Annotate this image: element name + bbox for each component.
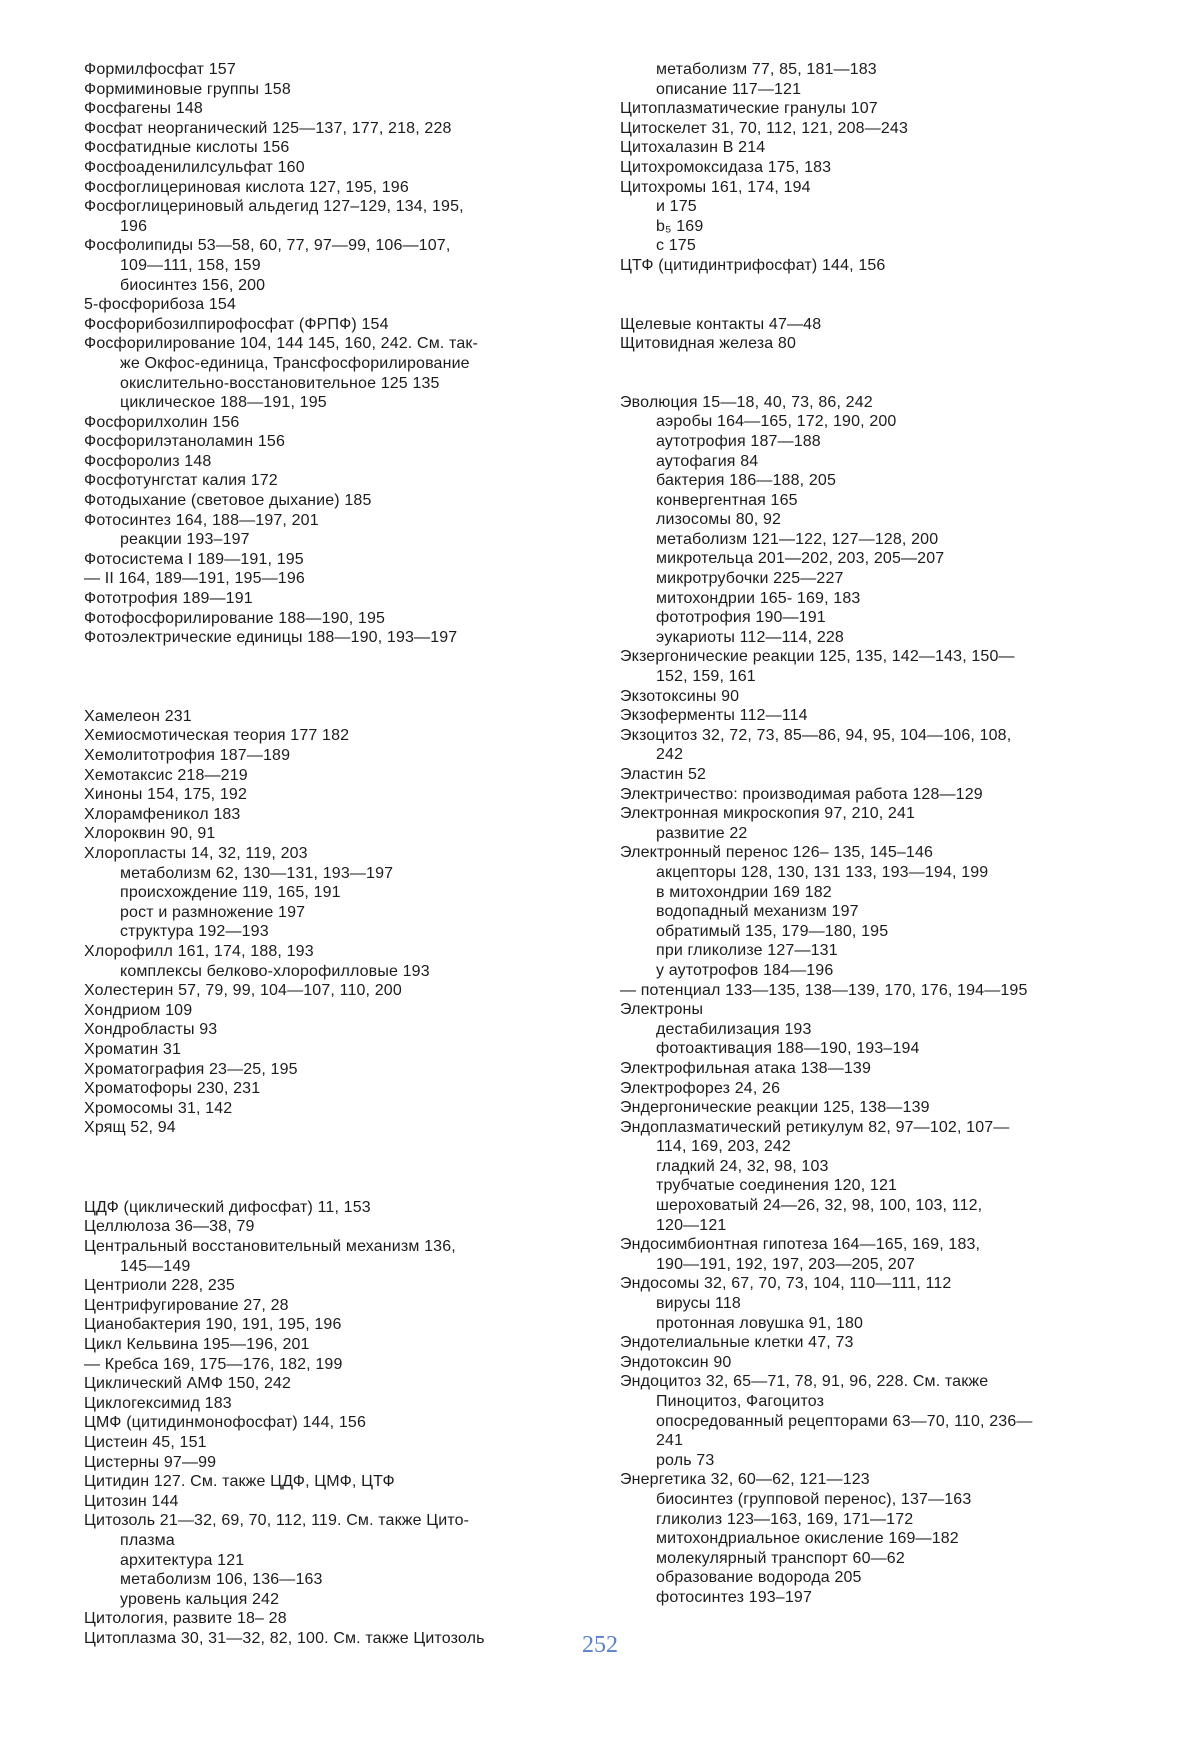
index-entry: Хроматин 31 [84, 1040, 182, 1058]
section-gap [620, 276, 1135, 315]
index-entry: Хондриом 109 [84, 1001, 193, 1019]
section-gap [84, 1138, 604, 1198]
index-entry: — Кребса 169, 175—176, 182, 199 [84, 1355, 343, 1373]
index-entry: Эндосимбионтная гипотеза 164—165, 169, 183, [620, 1236, 981, 1254]
index-entry: Хлороквин 90, 91 [84, 825, 216, 843]
index-entry: Формилфосфат 157 [84, 61, 236, 78]
index-subentry: же Окфос-единица, Трансфосфорилирование [120, 354, 470, 372]
index-entry: Цитология, развите 18– 28 [84, 1610, 287, 1628]
index-entry: Экзотоксины 90 [620, 687, 740, 705]
index-subentry: лизосомы 80, 92 [656, 511, 782, 529]
index-entry: Хромосомы 31, 142 [84, 1099, 233, 1117]
index-entry: Хлорофилл 161, 174, 188, 193 [84, 942, 314, 960]
index-subentry: бактерия 186—188, 205 [656, 472, 836, 490]
index-entry: Цитохромы 161, 174, 194 [620, 178, 811, 196]
index-subentry: биосинтез 156, 200 [120, 276, 266, 294]
index-subentry: архитектура 121 [120, 1551, 245, 1569]
index-subentry: опосредованный рецепторами 63—70, 110, 236— [656, 1412, 1033, 1430]
index-subentry: конвергентная 165 [656, 491, 798, 509]
index-entry: Фосфорибозилпирофосфат (ФРПФ) 154 [84, 315, 389, 333]
index-entry: Цианобактерия 190, 191, 195, 196 [84, 1316, 342, 1334]
index-entry: Центрифугирование 27, 28 [84, 1296, 289, 1314]
index-subentry: b₅ 169 [656, 217, 704, 235]
index-entry: — потенциал 133—135, 138—139, 170, 176, 194—195 [620, 981, 1028, 999]
index-subentry: 145—149 [120, 1257, 191, 1275]
index-entry: Формиминовые группы 158 [84, 80, 291, 98]
index-subentry: фотоактивация 188—190, 193–194 [656, 1040, 920, 1058]
index-entry: Цистерны 97—99 [84, 1453, 217, 1471]
index-subentry: митохондрии 165- 169, 183 [656, 589, 861, 607]
index-subentry: метаболизм 62, 130—131, 193—197 [120, 864, 394, 882]
index-subentry: циклическое 188—191, 195 [120, 394, 327, 412]
index-entry: Экзоферменты 112—114 [620, 707, 808, 725]
index-entry: Цикл Кельвина 195—196, 201 [84, 1336, 310, 1354]
index-column-left [84, 60, 604, 1649]
index-subentry: микротельца 201—202, 203, 205—207 [656, 550, 945, 568]
section-gap [620, 354, 1135, 393]
index-entry: Фотофосфорилирование 188—190, 195 [84, 609, 386, 627]
index-entry: Энергетика 32, 60—62, 121—123 [620, 1471, 870, 1489]
index-entry: Хроматофоры 230, 231 [84, 1080, 261, 1098]
index-entry: Холестерин 57, 79, 99, 104—107, 110, 200 [84, 982, 402, 1000]
index-entry: Хрящ 52, 94 [84, 1119, 176, 1137]
index-subentry: 241 [656, 1432, 684, 1450]
index-entry: Фосфоаденилилсульфат 160 [84, 158, 305, 176]
index-entry: Цитоскелет 31, 70, 112, 121, 208—243 [620, 119, 908, 137]
index-subentry: аутотрофия 187—188 [656, 432, 821, 450]
index-entry: Экзергонические реакции 125, 135, 142—143, 150— [620, 648, 1015, 666]
index-subentry: гликолиз 123—163, 169, 171—172 [656, 1510, 914, 1528]
index-subentry: при гликолизе 127—131 [656, 942, 838, 960]
index-entry: Цитозоль 21—32, 69, 70, 112, 119. См. также Цито- [84, 1512, 470, 1530]
index-subentry: Пиноцитоз, Фагоцитоз [656, 1393, 825, 1410]
index-subentry: эукариоты 112—114, 228 [656, 628, 844, 646]
section-gap [84, 648, 604, 707]
index-subentry: комплексы белково-хлорофилловые 193 [120, 962, 430, 980]
index-entry: Фототрофия 189—191 [84, 590, 253, 608]
index-entry: Хемотаксис 218—219 [84, 766, 248, 784]
index-entry: Фосфолипиды 53—58, 60, 77, 97—99, 106—107, [84, 237, 451, 255]
index-entry: Фосфотунгстат калия 172 [84, 472, 278, 490]
index-entry: Эндотоксин 90 [620, 1353, 732, 1371]
index-entry: Эндоплазматический ретикулум 82, 97—102, 107— [620, 1118, 1010, 1136]
index-entry: ЦМФ (цитидинмонофосфат) 144, 156 [84, 1414, 366, 1432]
index-entry: Фосфорилэтаноламин 156 [84, 433, 285, 451]
index-entry: Фотодыхание (световое дыхание) 185 [84, 492, 372, 510]
index-subentry: и 175 [656, 198, 697, 216]
index-entry: Фосфоролиз 148 [84, 452, 212, 470]
index-subentry: в митохондрии 169 182 [656, 883, 832, 901]
index-entry: Экзоцитоз 32, 72, 73, 85—86, 94, 95, 104—106, 108, [620, 726, 1012, 744]
index-entry: Хроматография 23—25, 195 [84, 1060, 298, 1078]
index-subentry: роль 73 [656, 1451, 715, 1469]
index-entry: Цитидин 127. См. также ЦДФ, ЦМФ, ЦТФ [84, 1473, 395, 1491]
index-subentry: фотосинтез 193–197 [656, 1588, 812, 1606]
index-subentry: шероховатый 24—26, 32, 98, 100, 103, 112, [656, 1197, 983, 1215]
index-subentry: образование водорода 205 [656, 1569, 862, 1587]
index-subentry: метаболизм 77, 85, 181—183 [656, 61, 877, 78]
index-subentry: акцепторы 128, 130, 131 133, 193—194, 199 [656, 863, 989, 881]
index-subentry: рост и размножение 197 [120, 903, 306, 921]
index-entry: Эндосомы 32, 67, 70, 73, 104, 110—111, 112 [620, 1275, 952, 1293]
index-subentry: митохондриальное окисление 169—182 [656, 1530, 959, 1548]
index-entry: Щитовидная железа 80 [620, 335, 797, 353]
index-entry: Эластин 52 [620, 766, 707, 783]
index-subentry: 109—111, 158, 159 [120, 256, 261, 274]
index-subentry: у аутотрофов 184—196 [656, 961, 834, 979]
index-subentry: уровень кальция 242 [120, 1590, 280, 1608]
index-subentry: метаболизм 121—122, 127—128, 200 [656, 530, 939, 548]
index-entry: Эндергонические реакции 125, 138—139 [620, 1099, 930, 1117]
index-entry: Фотосинтез 164, 188—197, 201 [84, 511, 319, 529]
index-entry: Целлюлоза 36—38, 79 [84, 1218, 255, 1236]
index-subentry: окислительно-восстановительное 125 135 [120, 374, 440, 392]
index-entry: Электричество: производимая работа 128—129 [620, 785, 983, 803]
index-entry: 5-фосфорибоза 154 [84, 296, 236, 314]
index-entry: Хамелеон 231 [84, 707, 192, 725]
index-entry: Хондробласты 93 [84, 1021, 218, 1039]
index-entry: Электрофорез 24, 26 [620, 1079, 781, 1097]
index-subentry: гладкий 24, 32, 98, 103 [656, 1157, 829, 1175]
page-number: 252 [582, 1632, 618, 1658]
index-entry: Хемолитотрофия 187—189 [84, 747, 291, 764]
index-entry: Хиноны 154, 175, 192 [84, 786, 247, 804]
index-subentry: 120—121 [656, 1216, 727, 1234]
index-subentry: водопадный механизм 197 [656, 903, 859, 921]
index-entry: Эндотелиальные клетки 47, 73 [620, 1334, 854, 1352]
index-entry: Электронный перенос 126– 135, 145–146 [620, 844, 934, 862]
index-subentry: протонная ловушка 91, 180 [656, 1314, 864, 1332]
index-subentry: структура 192—193 [120, 923, 269, 941]
index-subentry: 190—191, 192, 197, 203—205, 207 [656, 1255, 916, 1273]
index-entry: Электрофильная атака 138—139 [620, 1059, 872, 1077]
index-subentry: 152, 159, 161 [656, 668, 756, 686]
index-entry: Фотосистема I 189—191, 195 [84, 550, 304, 568]
index-subentry: вирусы 118 [656, 1295, 741, 1313]
index-entry: Цистеин 45, 151 [84, 1434, 207, 1451]
index-entry: Щелевые контакты 47—48 [620, 315, 822, 333]
index-entry: Циклогексимид 183 [84, 1394, 232, 1412]
index-entry: Цитохромоксидаза 175, 183 [620, 158, 832, 176]
index-subentry: развитие 22 [656, 824, 748, 842]
index-entry: Эндоцитоз 32, 65—71, 78, 91, 96, 228. См. также [620, 1373, 989, 1391]
index-subentry: 114, 169, 203, 242 [656, 1138, 791, 1156]
index-subentry: аэробы 164—165, 172, 190, 200 [656, 413, 897, 431]
index-entry: Цитозин 144 [84, 1492, 179, 1510]
index-entry: Хлоропласты 14, 32, 119, 203 [84, 844, 308, 862]
index-entry: Фосфорилирование 104, 144 145, 160, 242. См. так- [84, 335, 479, 353]
index-entry: Цитоплазма 30, 31—32, 82, 100. См. также Цитозоль [84, 1629, 485, 1647]
index-subentry: биосинтез (групповой перенос), 137—163 [656, 1490, 972, 1508]
index-entry: Фосфоглицериновый альдегид 127–129, 134, 195, [84, 198, 464, 216]
index-subentry: трубчатые соединения 120, 121 [656, 1177, 898, 1195]
index-entry: Цитоплазматические гранулы 107 [620, 100, 878, 118]
index-subentry: с 175 [656, 237, 696, 255]
index-subentry: обратимый 135, 179—180, 195 [656, 922, 889, 940]
index-entry: Хлорамфеникол 183 [84, 805, 241, 823]
index-entry: Цитохалазин В 214 [620, 139, 766, 157]
index-entry: Фосфат неорганический 125—137, 177, 218, 228 [84, 119, 452, 137]
index-subentry: плазма [120, 1531, 175, 1549]
index-subentry: 196 [120, 217, 148, 235]
index-subentry: фототрофия 190—191 [656, 609, 826, 627]
index-column-right [620, 60, 1135, 1608]
index-subentry: микротрубочки 225—227 [656, 570, 844, 588]
index-entry: Фосфатидные кислоты 156 [84, 139, 290, 157]
index-entry: ЦДФ (циклический дифосфат) 11, 153 [84, 1198, 371, 1216]
index-subentry: происхождение 119, 165, 191 [120, 884, 341, 902]
index-subentry: дестабилизация 193 [656, 1020, 812, 1038]
index-entry: Циклический АМФ 150, 242 [84, 1375, 292, 1393]
index-entry: Эволюция 15—18, 40, 73, 86, 242 [620, 393, 873, 411]
index-entry: — II 164, 189—191, 195—196 [84, 570, 305, 588]
index-entry: Фосфагены 148 [84, 100, 203, 118]
index-entry: Центриоли 228, 235 [84, 1277, 235, 1295]
index-entry: Фотоэлектрические единицы 188—190, 193—197 [84, 629, 458, 647]
index-entry: Хемиосмотическая теория 177 182 [84, 727, 350, 745]
index-entry: ЦТФ (цитидинтрифосфат) 144, 156 [620, 256, 886, 274]
index-subentry: реакции 193–197 [120, 531, 250, 549]
index-entry: Центральный восстановительный механизм 136, [84, 1238, 456, 1256]
index-subentry: 242 [656, 746, 684, 764]
index-subentry: аутофагия 84 [656, 452, 759, 470]
index-entry: Фосфорилхолин 156 [84, 413, 240, 431]
index-subentry: описание 117—121 [656, 80, 802, 98]
index-subentry: молекулярный транспорт 60—62 [656, 1549, 905, 1567]
index-subentry: метаболизм 106, 136—163 [120, 1571, 323, 1589]
index-entry: Электроны [620, 1001, 704, 1019]
index-entry: Электронная микроскопия 97, 210, 241 [620, 805, 916, 823]
index-entry: Фосфоглицериновая кислота 127, 195, 196 [84, 178, 409, 196]
